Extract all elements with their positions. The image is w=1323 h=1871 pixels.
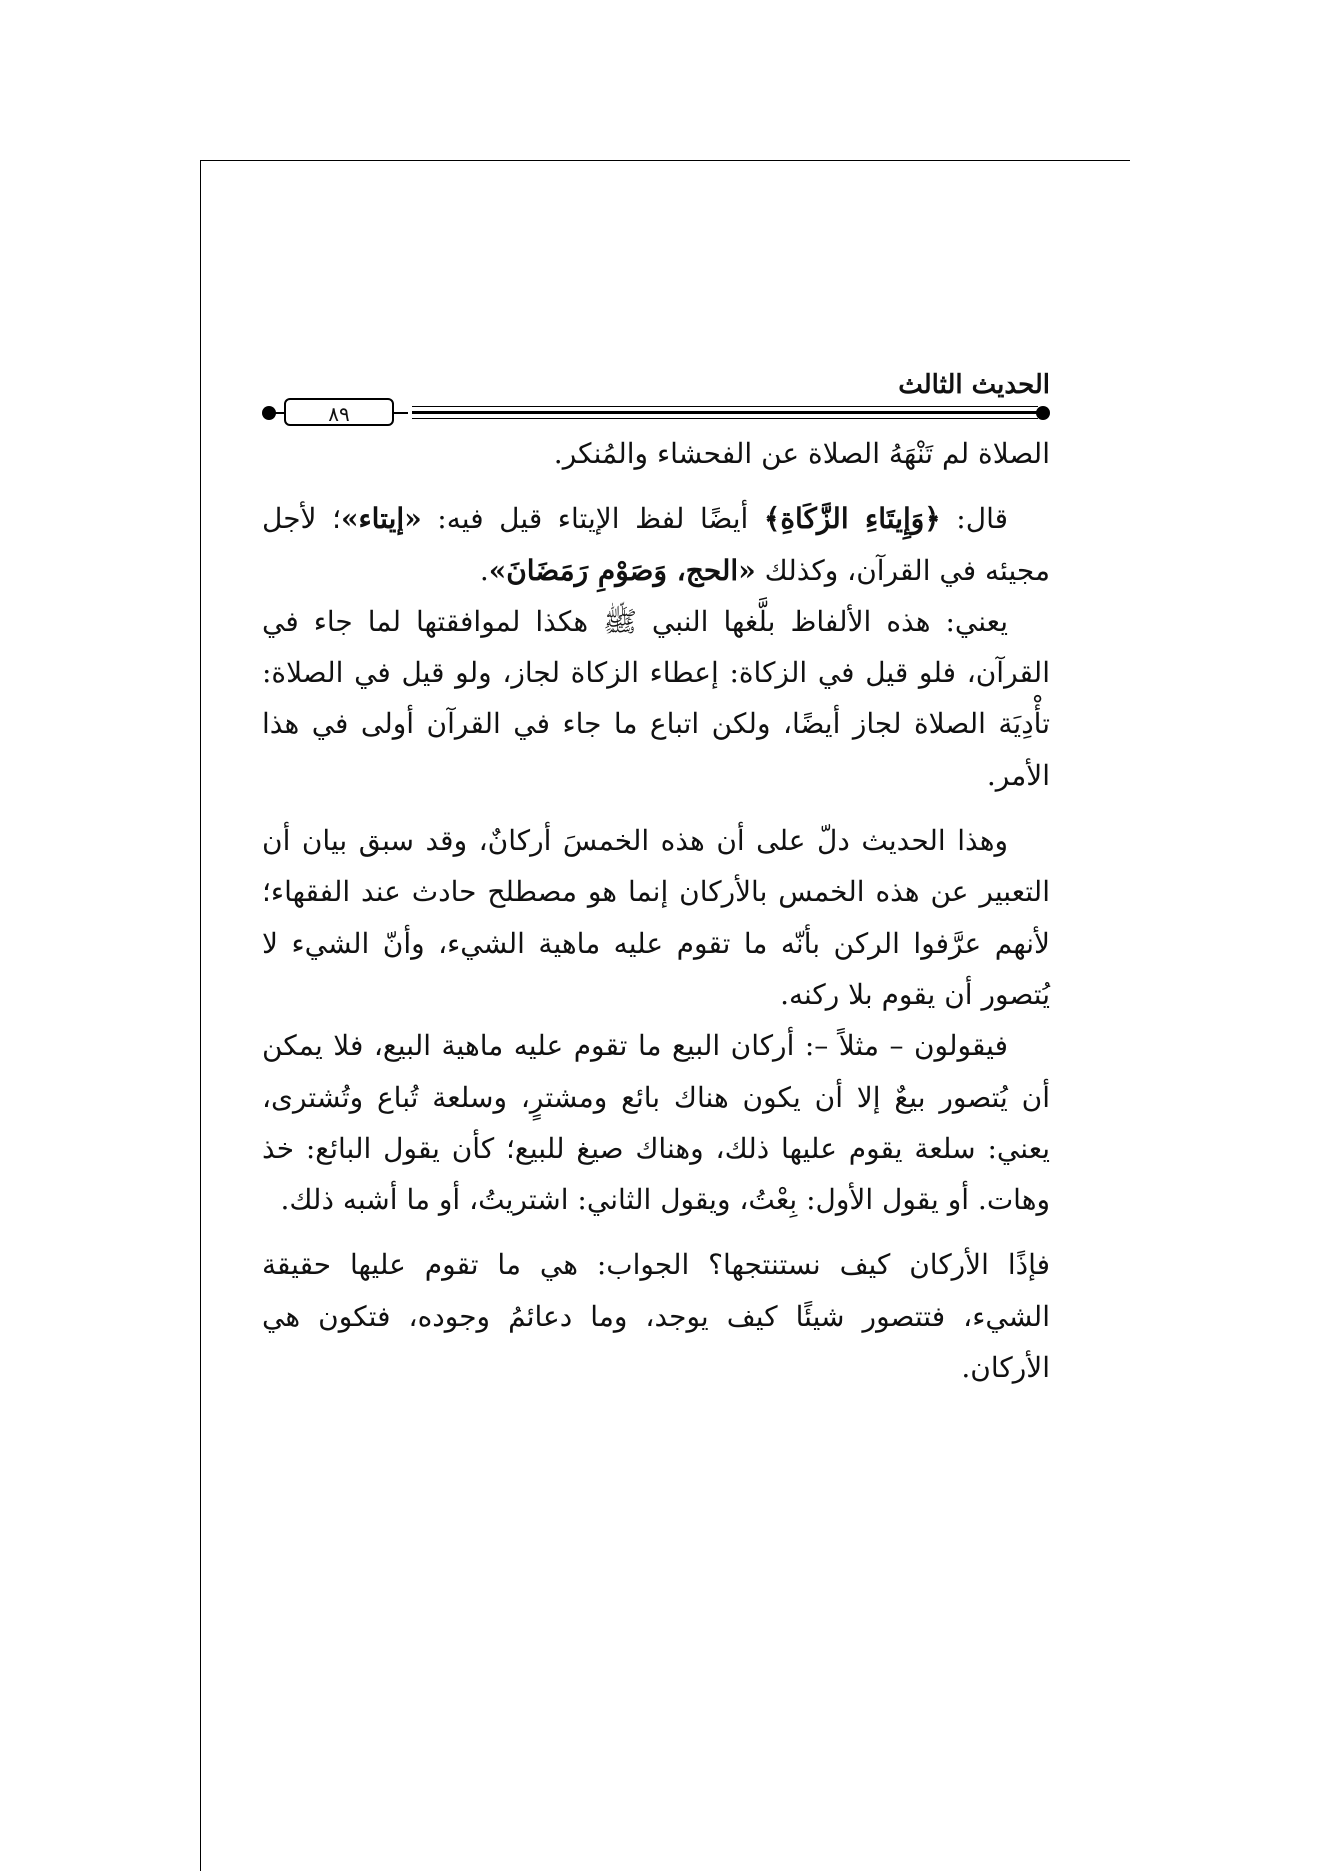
paragraph-3: يعني: هذه الألفاظ بلَّغها النبي ﷺ هكذا لموافقتها لما جاء في القرآن، فلو قيل في الزكاة: إعطاء الزكاة لجاز، ولو قيل في الصلاة: تأْدِيَة الصلاة لجاز أيضًا، ولكن اتباع ما جاء في القرآن أولى في هذا الأمر. <box>262 604 1050 792</box>
paragraph-4: وهذا الحديث دلّ على أن هذه الخمسَ أركانٌ، وقد سبق بيان أن التعبير عن هذه الخمس بالأركان إنما هو مصطلح حادث عند الفقهاء؛ لأنهم عرَّفوا الركن بأنّه ما تقوم عليه ماهية الشيء، وأنّ الشيء لا يُتصور أن يقوم بلا ركنه. <box>262 824 1050 1011</box>
quote-itaa: «إيتاء» <box>340 502 422 536</box>
paragraph-2-prefix: قال: <box>940 502 1009 536</box>
quran-quote-zakat: ﴿وَإِيتَاءِ الزَّكَاةِ﴾ <box>763 502 941 536</box>
rule-line-bottom <box>412 418 1038 419</box>
chapter-title: الحديث الثالث <box>898 370 1050 400</box>
paragraph-2-mid-2: ؛ لأجل مجيئه في القرآن، وكذلك <box>262 502 1050 587</box>
page-number: ٨٩ <box>284 398 394 426</box>
rule-line-top <box>412 406 1038 407</box>
paragraph-6: فإذًا الأركان كيف نستنتجها؟ الجواب: هي ما تقوم عليها حقيقة الشيء، فتتصور شيئًا كيف يوجد، وما دعائمُ وجوده، فتكون هي الأركان. <box>262 1248 1050 1385</box>
rule-line-middle <box>412 411 1038 414</box>
paragraph-2-mid-1: أيضًا لفظ الإيتاء قيل فيه: <box>421 502 764 536</box>
right-ornament-dot <box>1036 406 1050 420</box>
paragraph-1: الصلاة لم تَنْهَهُ الصلاة عن الفحشاء والمُنكر. <box>553 437 1050 470</box>
crop-mark-left <box>200 160 201 1871</box>
header-ornamental-rule <box>262 398 1050 428</box>
crop-mark-top <box>200 160 1130 161</box>
body-text <box>262 428 1050 1393</box>
paragraph-2-suffix: . <box>479 553 489 587</box>
paragraph-5: فيقولون – مثلاً –: أركان البيع ما تقوم عليه ماهية البيع، فلا يمكن أن يُتصور بيعٌ إلا أن يكون هناك بائع ومشترٍ، وسلعة تُباع وتُشترى، يعني: سلعة يقوم عليها ذلك، وهناك صيغ للبيع؛ كأن يقول البائع: خذ وهات. أو يقول الأول: بِعْتُ، ويقول الثاني: اشتريتُ، أو ما أشبه ذلك. <box>262 1029 1050 1217</box>
quote-hajj-sawm: «الحج، وَصَوْمِ رَمَضَانَ» <box>488 553 756 587</box>
paragraph-2 <box>262 493 1050 596</box>
